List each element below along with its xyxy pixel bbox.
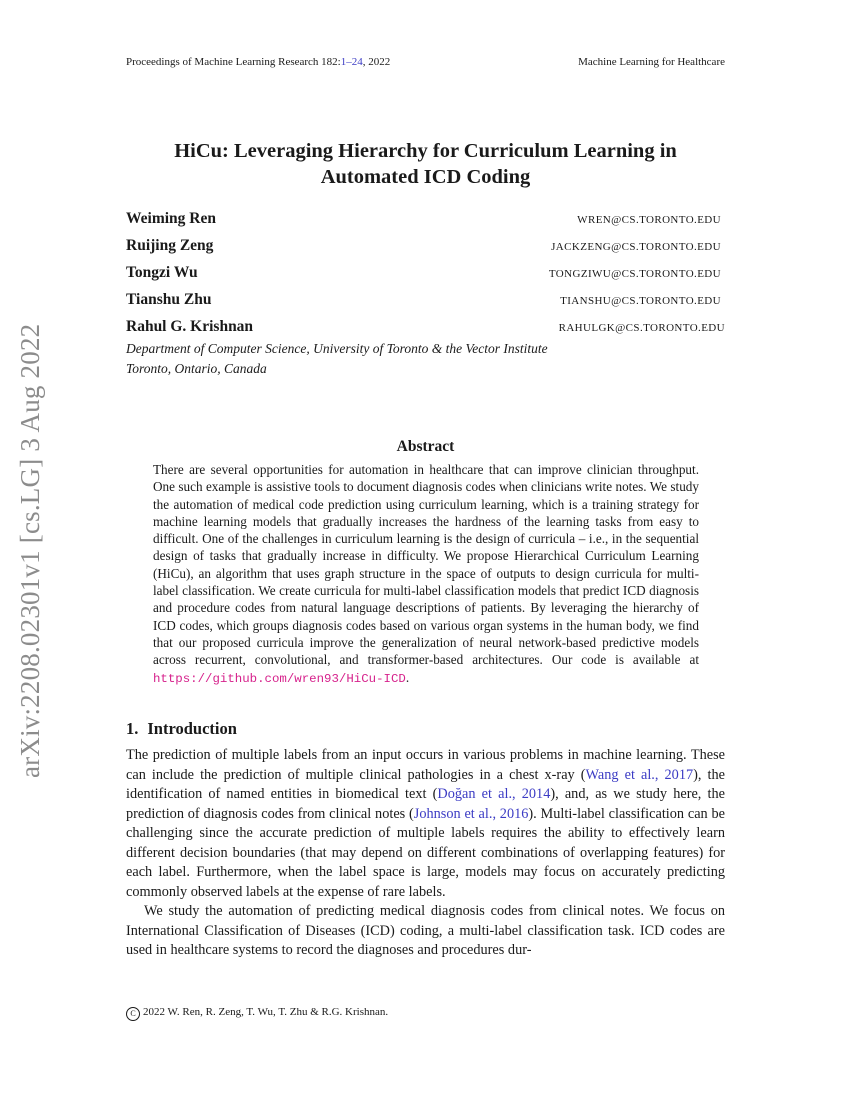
title-line-1: HiCu: Leveraging Hierarchy for Curriculum Learning in — [174, 140, 677, 162]
author-email[interactable]: TIANSHU@CS.TORONTO.EDU — [560, 295, 721, 307]
affiliation — [126, 339, 725, 379]
journal-info: Proceedings of Machine Learning Research 182:1–24, 2022 — [126, 56, 391, 68]
citation-dogan-2014[interactable]: Doğan et al., 2014 — [437, 786, 551, 802]
paragraph-2: We study the automation of predicting medical diagnosis codes from clinical notes. We focus on International Classification of Diseases (ICD) coding, a multi-label classification task. ICD codes are used in healthcare systems to record the diagnoses and procedures dur- — [126, 903, 725, 958]
abstract-heading: Abstract — [396, 438, 455, 455]
citation-wang-2017[interactable]: Wang et al., 2017 — [585, 766, 694, 783]
author-name: Weiming Ren — [126, 210, 216, 227]
page-range-link[interactable]: 1–24 — [340, 56, 363, 68]
author-row — [126, 210, 725, 237]
paper-title — [126, 138, 725, 190]
affiliation-line-1: Department of Computer Science, University of Toronto & the Vector Institute — [126, 341, 548, 356]
code-repository-link[interactable]: https://github.com/wren93/HiCu-ICD — [153, 671, 406, 686]
affiliation-line-2: Toronto, Ontario, Canada — [126, 361, 267, 376]
conference-name: Machine Learning for Healthcare — [578, 56, 725, 68]
author-email[interactable]: WREN@CS.TORONTO.EDU — [577, 214, 721, 226]
copyright-footer — [126, 1006, 388, 1021]
introduction-body — [126, 746, 725, 961]
copyright-icon: C — [126, 1007, 140, 1021]
arxiv-stamp: arXiv:2208.02301v1 [cs.LG] 3 Aug 2022 — [15, 323, 45, 778]
title-line-2: Automated ICD Coding — [320, 166, 531, 188]
abstract-body: There are several opportunities for automation in healthcare that can improve clinician throughput. One such example is assistive tools to document diagnosis codes when clinicians write notes. We study the automation of medical code prediction using curriculum learning, which is a training strategy for machine learning models that gradually increases the hardness of the learning tasks from easy to difficult. One of the challenges in curriculum learning is the design of curricula – i.e., in the sequential design of tasks that gradually increase in difficulty. We propose Hierarchical Curriculum Learning (HiCu), an algorithm that uses graph structure in the space of outputs to design curricula for multi-label classification. We create curricula for multi-label classification models that predict ICD diagnosis and procedure codes from natural language descriptions of patients. By leveraging the hierarchy of ICD codes, which groups diagnosis codes based on various organ systems in the human body, we find that our proposed curricula improve the generalization of neural network-based predictive models across recurrent, convolutional, and transformer-based architectures. Our code is available at https://github.com/wren93/HiCu-ICD. — [153, 462, 699, 686]
author-name: Tongzi Wu — [126, 264, 198, 281]
author-row — [126, 291, 725, 318]
section-title: Introduction — [147, 719, 237, 738]
author-name: Ruijing Zeng — [126, 237, 214, 254]
citation-johnson-2016[interactable]: Johnson et al., 2016 — [413, 805, 529, 822]
author-email[interactable]: RAHULGK@CS.TORONTO.EDU — [558, 322, 725, 334]
author-row — [126, 264, 725, 291]
section-heading-introduction — [126, 719, 237, 739]
author-email[interactable]: TONGZIWU@CS.TORONTO.EDU — [548, 268, 721, 280]
author-block — [126, 210, 725, 379]
author-row — [126, 237, 725, 264]
copyright-text: 2022 W. Ren, R. Zeng, T. Wu, T. Zhu & R.G. Krishnan. — [143, 1006, 389, 1018]
author-name: Rahul G. Krishnan — [126, 318, 254, 335]
running-head — [126, 56, 725, 72]
author-email[interactable]: JACKZENG@CS.TORONTO.EDU — [551, 241, 721, 253]
section-number: 1. — [126, 719, 139, 738]
paragraph-1: The prediction of multiple labels from an input occurs in various problems in machine learning. These can include the prediction of multiple clinical pathologies in a chest x-ray (Wang et al., 2017), the identification of named entities in biomedical text (Doğan et al., 2014), and, as we study here, the prediction of diagnosis codes from clinical notes (Johnson et al., 2016). Multi-label classification can be challenging since the accurate prediction of multiple labels requires the ability to effectively learn different decision boundaries (that may depend on different combinations of overlapping features) for each label. Furthermore, when the label space is large, models may focus on accurately predicting commonly observed labels at the expense of rare labels. — [126, 747, 725, 900]
author-name: Tianshu Zhu — [126, 291, 212, 308]
